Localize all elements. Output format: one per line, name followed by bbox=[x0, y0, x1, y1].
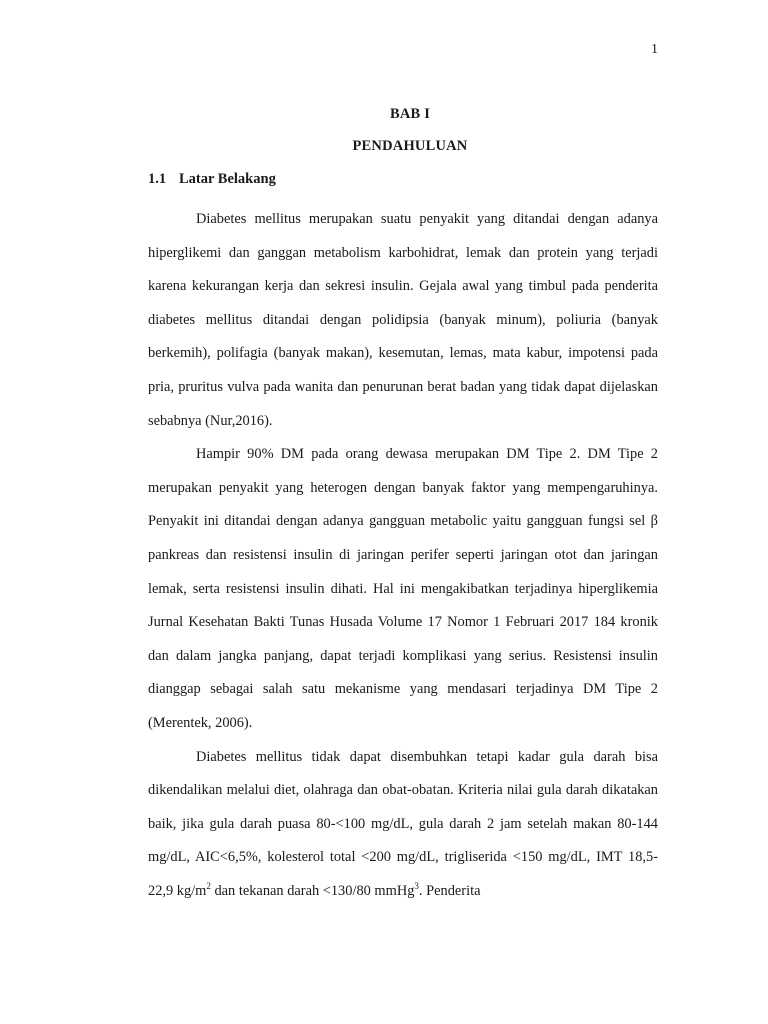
paragraph-3-text-b: dan tekanan darah <130/80 mmHg bbox=[210, 882, 415, 899]
paragraph-3-text-a: Diabetes mellitus tidak dapat disembuhkan tetapi kadar gula darah bisa dikendalikan melalui diet, olahraga dan obat-obatan. Kriteria nilai gula darah dikatakan baik, jika gula darah puasa 80-<100 mg/dL, gula darah 2 jam setelah makan 80-144 mg/dL, AIC<6,5%, kolesterol total <200 mg/dL, trigliserida <150 mg/dL, IMT 18,5-22,9 kg/m bbox=[148, 748, 658, 899]
section-title: Latar Belakang bbox=[179, 171, 276, 187]
superscript-squared: 2 bbox=[206, 881, 211, 892]
paragraph-3-text-c: . Penderita bbox=[418, 882, 481, 899]
paragraph-1: Diabetes mellitus merupakan suatu penyakit yang ditandai dengan adanya hiperglikemi dan ganggan metabolism karbohidrat, lemak dan protein yang terjadi karena kekurangan kerja dan sekresi insulin. Gejala awal yang timbul pada penderita diabetes mellitus ditandai dengan polidipsia (banyak minum), poliuria (banyak berkemih), polifagia (banyak makan), kesemutan, lemas, mata kabur, impotensi pada pria, pruritus vulva pada wanita dan penurunan berat badan yang tidak dapat dijelaskan sebabnya (Nur,2016). bbox=[148, 211, 658, 429]
chapter-title: PENDAHULUAN bbox=[352, 138, 468, 154]
paragraph-2: Hampir 90% DM pada orang dewasa merupakan DM Tipe 2. DM Tipe 2 merupakan penyakit yang heterogen dengan banyak faktor yang mempengaruhinya. Penyakit ini ditandai dengan adanya gangguan metabolic yaitu gangguan fungsi sel β pankreas dan resistensi insulin di jaringan perifer seperti jaringan otot dan jaringan lemak, serta resistensi insulin dihati. Hal ini mengakibatkan terjadinya hiperglikemia Jurnal Kesehatan Bakti Tunas Husada Volume 17 Nomor 1 Februari 2017 184 kronik dan dalam jangka panjang, dapat terjadi komplikasi yang serius. Resistensi insulin dianggap sebagai salah satu mekanisme yang mendasari terjadinya DM Tipe 2 (Merentek, 2006). bbox=[148, 446, 658, 731]
section-heading bbox=[148, 171, 276, 188]
paragraph-3 bbox=[148, 741, 658, 909]
chapter-number: BAB I bbox=[389, 106, 431, 122]
page-number: 1 bbox=[651, 42, 658, 57]
section-number: 1.1 bbox=[148, 171, 167, 187]
footnote-ref: 3 bbox=[414, 881, 419, 892]
body-text bbox=[148, 203, 658, 908]
